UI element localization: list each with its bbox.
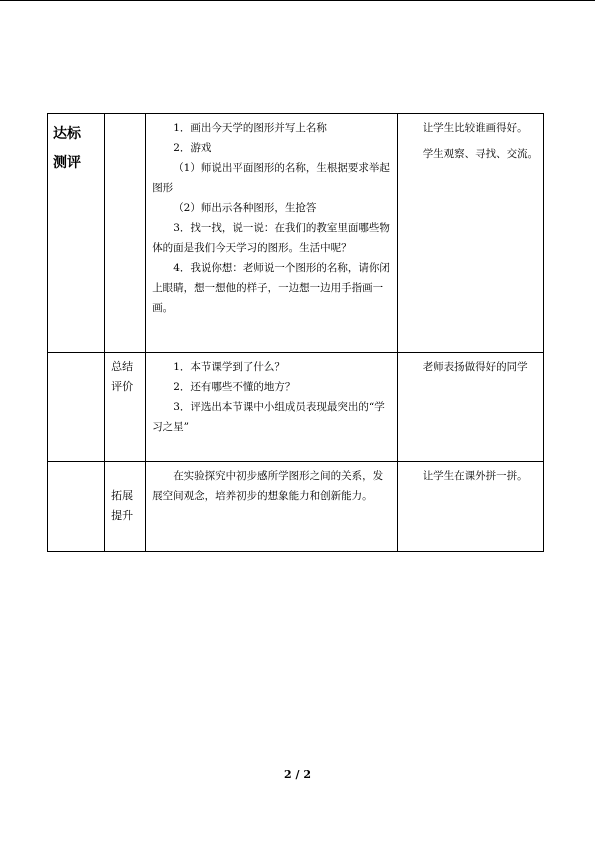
section-cell-empty [48, 462, 105, 552]
table-row [48, 353, 544, 462]
subsection-heading-summary [105, 353, 146, 462]
activity-item: 2．游戏 [173, 142, 212, 154]
note-item: 让学生在课外拼一拼。 [422, 470, 528, 482]
notes-cell [397, 114, 543, 353]
section-heading-line: 测评 [53, 155, 81, 171]
table-row [48, 462, 544, 552]
activity-cell [146, 353, 398, 462]
subsection-heading-line: 拓展 [111, 489, 134, 502]
activity-item: 在实验探究中初步感所学图形之间的关系，发展空间观念，培养初步的想象能力和创新能力。 [152, 470, 384, 502]
subsection-heading-line: 提升 [111, 509, 134, 522]
activity-item: 3．找一找，说一说：在我们的教室里面哪些物体的面是我们今天学习的图形。生活中呢？ [152, 222, 390, 254]
section-heading-assessment [48, 114, 105, 353]
subsection-heading-extension [105, 462, 146, 552]
section-heading-line: 达标 [53, 126, 81, 142]
subsection-heading-line: 评价 [111, 380, 134, 393]
note-item: 老师表扬做得好的同学 [422, 361, 528, 373]
notes-cell [397, 462, 543, 552]
page-number: 2 / 2 [284, 768, 311, 781]
activity-cell [146, 114, 398, 353]
activity-item: 2．还有哪些不懂的地方？ [173, 381, 296, 393]
lesson-plan-table [47, 113, 544, 552]
activity-item: 1．画出今天学的图形并写上名称 [173, 122, 327, 134]
note-item: 让学生比较谁画得好。 [422, 122, 528, 134]
note-item: 学生观察、寻找、交流。 [422, 148, 539, 160]
activity-item: （2）师出示各种图形，生抢答 [173, 202, 317, 214]
activity-cell [146, 462, 398, 552]
subsection-cell-empty [105, 114, 146, 353]
notes-cell [397, 353, 543, 462]
subsection-heading-line: 总结 [111, 360, 134, 373]
section-cell-empty [48, 353, 105, 462]
activity-item: （1）师说出平面图形的名称，生根据要求举起图形 [152, 162, 390, 194]
activity-item: 4．我说你想：老师说一个图形的名称，请你闭上眼睛，想一想他的样子，一边想一边用手指画一画。 [152, 262, 390, 314]
header-rule [0, 0, 595, 1]
activity-item: 1．本节课学到了什么？ [173, 361, 285, 373]
table-row [48, 114, 544, 353]
activity-item: 3．评选出本节课中小组成员表现最突出的“学习之星” [152, 401, 385, 433]
